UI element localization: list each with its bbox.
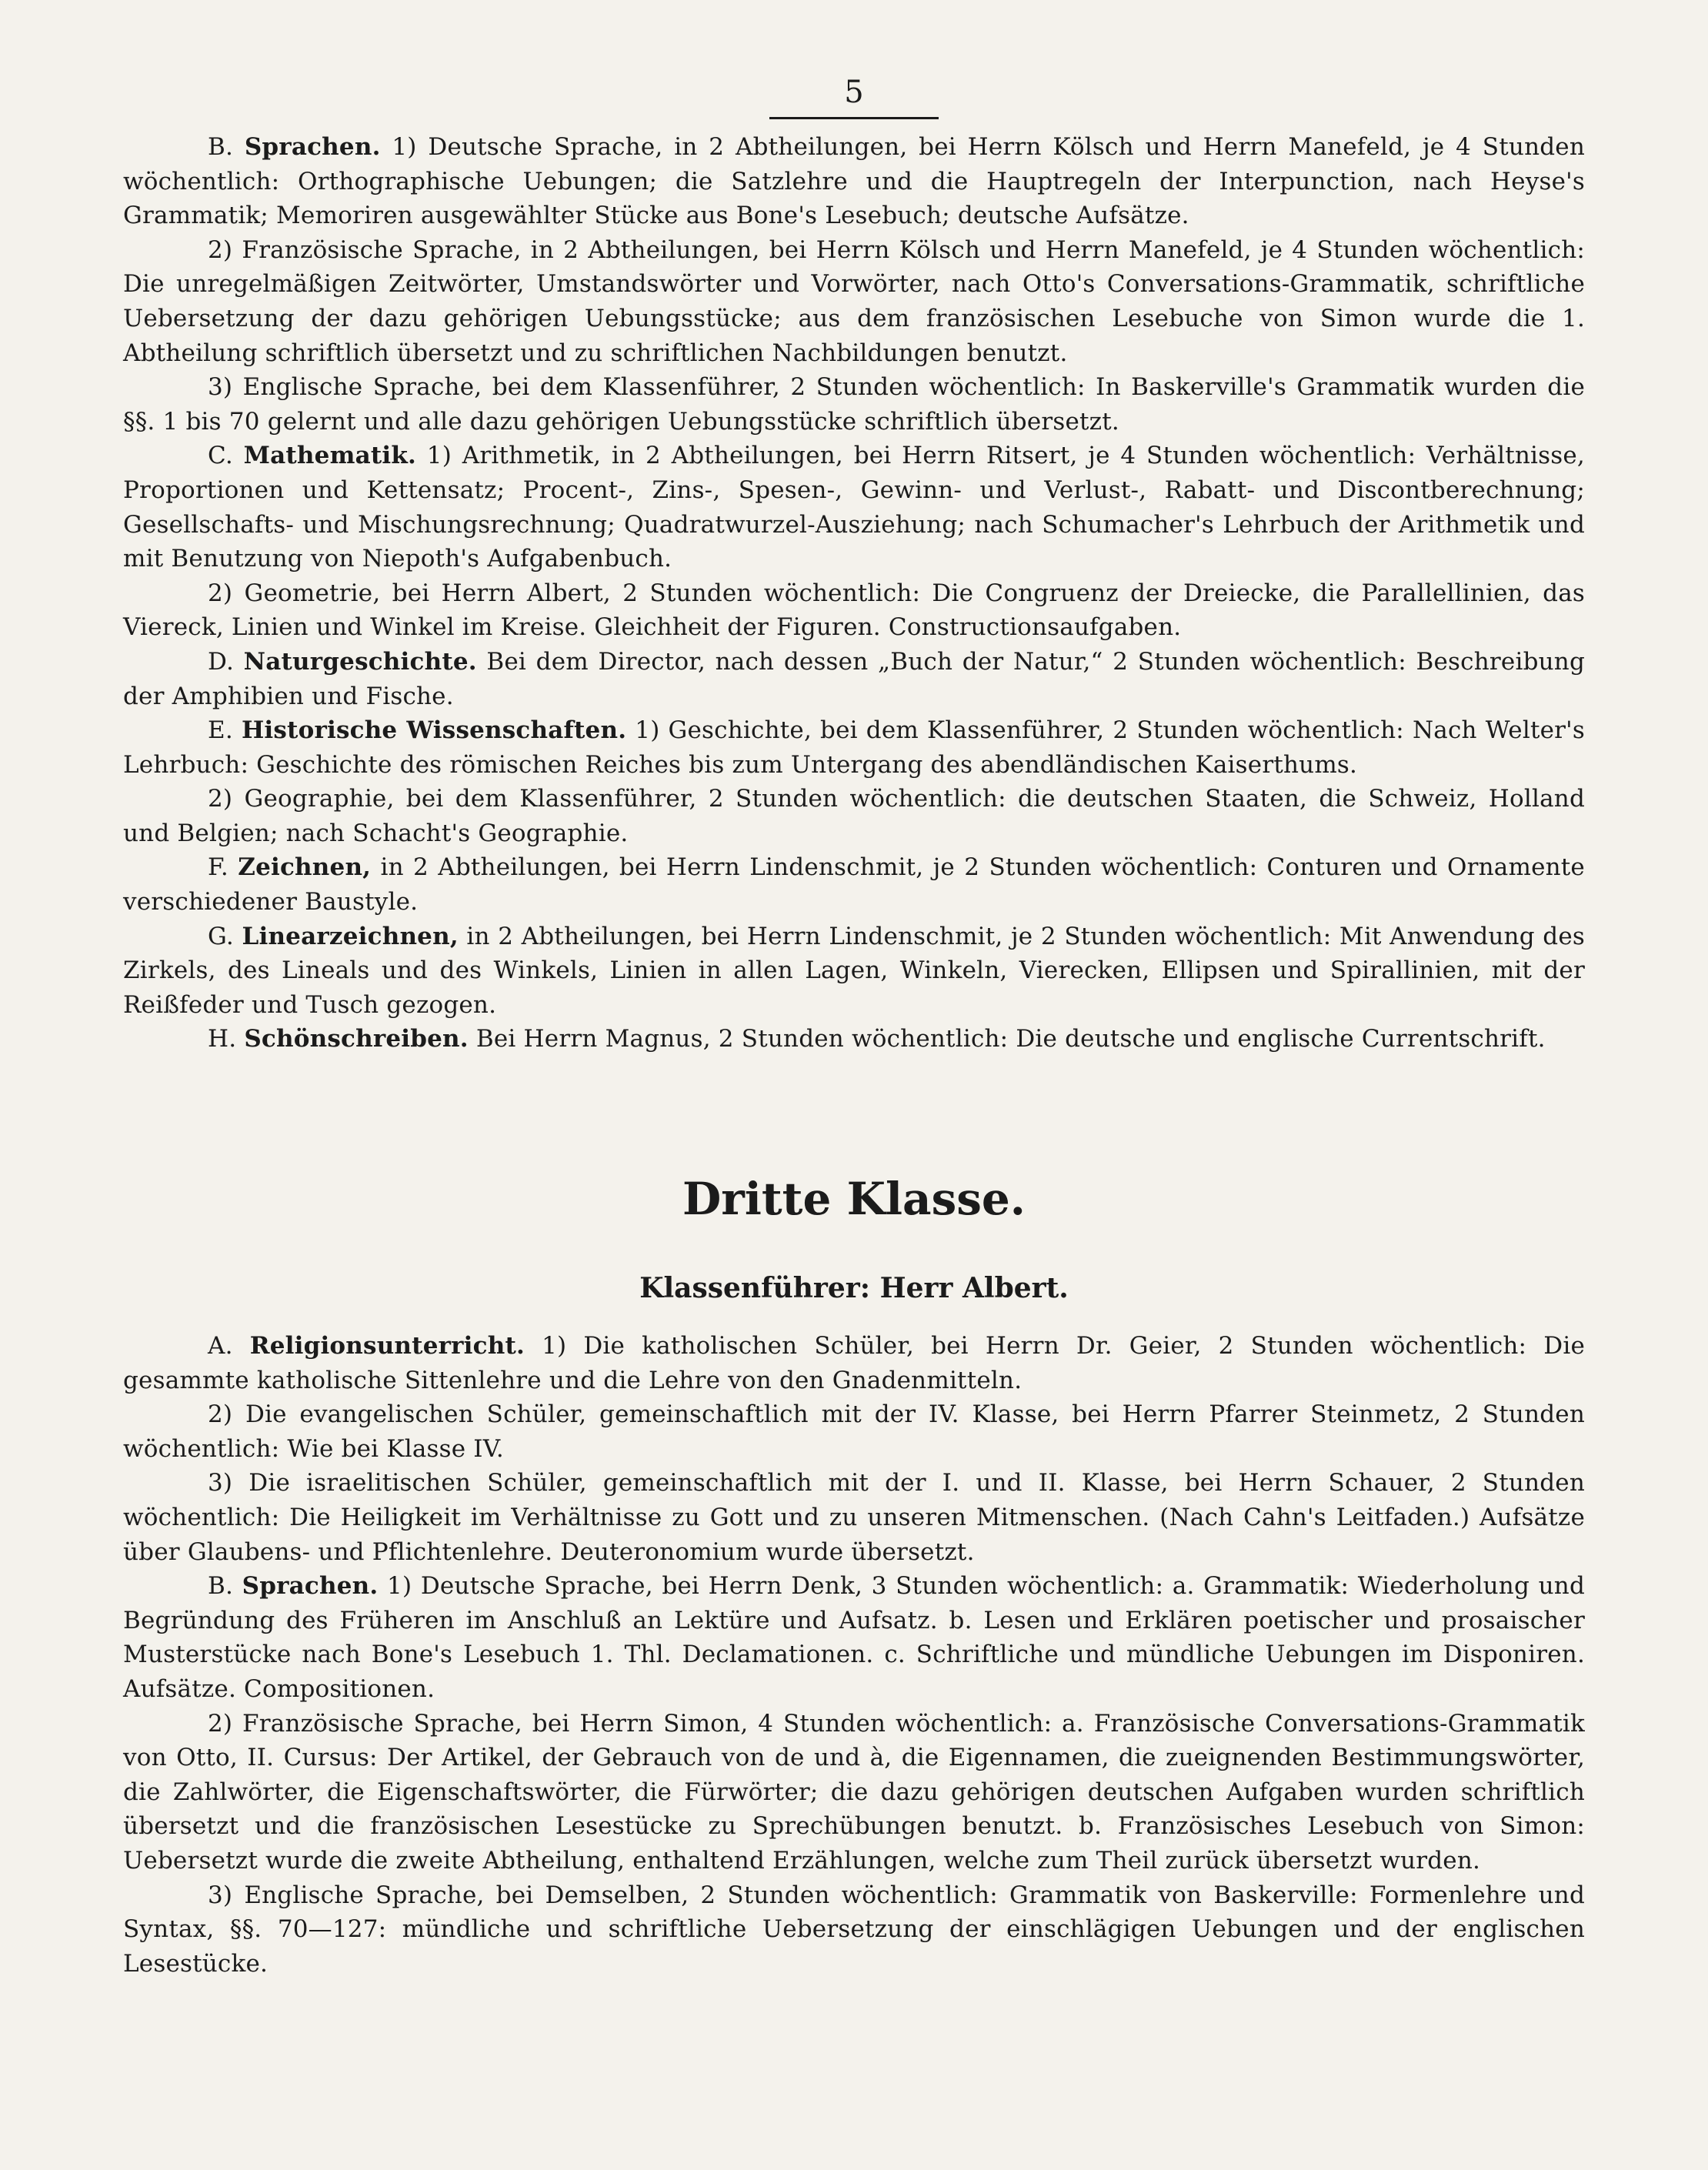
- paragraph-text: 1) Die katholischen Schüler, bei Herrn Dr. Geier, 2 Stunden wöchentlich: Die gesammte katholische Sittenlehre und die Lehre von den Gnadenmitteln.: [123, 1332, 1585, 1394]
- section-second-class-continued: [123, 130, 1585, 1057]
- paragraph-b2-french: 2) Französische Sprache, in 2 Abtheilungen, bei Herrn Kölsch und Herrn Manefeld, je 4 Stunden wöchentlich: Die unregelmäßigen Zeitwörter, Umstandswörter und Vorwörter, nach Otto's Conversations-Grammatik, schriftliche Uebersetzung der dazu gehörigen Uebungsstücke; aus dem französischen Lesebuche von Simon wurde die 1. Abtheilung schriftlich übersetzt und zu schriftlichen Nachbildungen benutzt.: [123, 235, 1585, 367]
- paragraph-g-linear-drawing: G. Linearzeichnen, in 2 Abtheilungen, bei Herrn Lindenschmit, je 2 Stunden wöchentlich: Mit Anwendung des Zirkels, des Lineals und des Winkels, Linien in allen Lagen, Winkeln, Vierecken, Ellipsen und Spirallinien, mit der Reißfeder und Tusch gezogen.: [123, 922, 1586, 1019]
- paragraph-text: Bei dem Director, nach dessen „Buch der Natur,“ 2 Stunden wöchentlich: Beschreibung der Amphibien und Fische.: [123, 647, 1585, 710]
- paragraph-text: 1) Arithmetik, in 2 Abtheilungen, bei Herrn Ritsert, je 4 Stunden wöchentlich: Verhältnisse, Proportionen und Kettensatz; Procent-, Zins-, Spesen-, Gewinn- und Verlust-, Rabatt- und Discontberechnung; Gesellschafts- und Mischungsrechnung; Quadratwurzel-Ausziehung; nach Schumacher's Lehrbuch der Arithmetik und mit Benutzung von Niepoth's Aufgabenbuch.: [123, 442, 1585, 573]
- paragraph-text: 1) Deutsche Sprache, bei Herrn Denk, 3 Stunden wöchentlich: a. Grammatik: Wiederholung und Begründung des Früheren im Anschluß an Lektüre und Aufsatz. b. Lesen und Erklären poetischer und prosaischer Musterstücke nach Bone's Lesebuch 1. Thl. Declamationen. c. Schriftliche und mündliche Uebungen im Disponiren. Aufsätze. Compositionen.: [123, 1572, 1585, 1703]
- page-number-rule: [769, 117, 939, 119]
- paragraph-b2-french: 2) Französische Sprache, bei Herrn Simon, 4 Stunden wöchentlich: a. Französische Conversations-Grammatik von Otto, II. Cursus: Der Artikel, der Gebrauch von de und à, die Eigennamen, die zueignenden Bestimmungswörter, die Zahlwörter, die Eigenschaftswörter, die Fürwörter; die dazu gehörigen deutschen Aufgaben wurden schriftlich übersetzt und die französischen Lesestücke zu Sprechübungen benutzt. b. Französisches Lesebuch von Simon: Uebersetzt wurde die zweite Abtheilung, enthaltend Erzählungen, welche zum Theil zurück übersetzt wurden.: [123, 1709, 1585, 1875]
- heading-languages: Sprachen.: [244, 133, 381, 161]
- paragraph-h-penmanship: H. Schönschreiben. Bei Herrn Magnus, 2 Stunden wöchentlich: Die deutsche und englische Currentschrift.: [208, 1025, 1546, 1053]
- paragraph-text: in 2 Abtheilungen, bei Herrn Lindenschmit, je 2 Stunden wöchentlich: Mit Anwendung des Zirkels, des Lineals und des Winkels, Linien in allen Lagen, Winkeln, Vierecken, Ellipsen und Spirallinien, mit der Reißfeder und Tusch gezogen.: [123, 922, 1586, 1019]
- paragraph-c2-geometry: 2) Geometrie, bei Herrn Albert, 2 Stunden wöchentlich: Die Congruenz der Dreiecke, die Parallellinien, das Viereck, Linien und Winkel im Kreise. Gleichheit der Figuren. Constructionsaufgaben.: [123, 579, 1585, 642]
- page-number: 5: [844, 75, 864, 110]
- third-class-heading: [123, 1172, 1585, 1307]
- paragraph-b-languages: B. Sprachen. 1) Deutsche Sprache, in 2 Abtheilungen, bei Herrn Kölsch und Herrn Manefeld, je 4 Stunden wöchentlich: Orthographische Uebungen; die Satzlehre und die Hauptregeln der Interpunction, nach Heyse's Grammatik; Memoriren ausgewählter Stücke aus Bone's Lesebuch; deutsche Aufsätze.: [123, 133, 1585, 230]
- heading-languages: Sprachen.: [242, 1572, 379, 1601]
- paragraph-d-natural-history: D. Naturgeschichte. Bei dem Director, nach dessen „Buch der Natur,“ 2 Stunden wöchentlich: Beschreibung der Amphibien und Fische.: [123, 647, 1585, 710]
- paragraph-c-mathematics: C. Mathematik. 1) Arithmetik, in 2 Abtheilungen, bei Herrn Ritsert, je 4 Stunden wöchentlich: Verhältnisse, Proportionen und Kettensatz; Procent-, Zins-, Spesen-, Gewinn- und Verlust-, Rabatt- und Discontberechnung; Gesellschafts- und Mischungsrechnung; Quadratwurzel-Ausziehung; nach Schumacher's Lehrbuch der Arithmetik und mit Benutzung von Niepoth's Aufgabenbuch.: [123, 442, 1585, 573]
- paragraph-b3-english: 3) Englische Sprache, bei Demselben, 2 Stunden wöchentlich: Grammatik von Baskerville: Formenlehre und Syntax, §§. 70—127: mündliche und schriftliche Uebersetzung der einschlägigen Uebungen und der englischen Lesestücke.: [123, 1881, 1585, 1978]
- section-third-class: [123, 1329, 1585, 1981]
- heading-historical-sciences: Historische Wissenschaften.: [241, 716, 627, 745]
- paragraph-text: 1) Geschichte, bei dem Klassenführer, 2 Stunden wöchentlich: Nach Welter's Lehrbuch: Geschichte des römischen Reiches bis zum Untergang des abendländischen Kaiserthums.: [123, 716, 1585, 779]
- paragraph-e2-geography: 2) Geographie, bei dem Klassenführer, 2 Stunden wöchentlich: die deutschen Staaten, die Schweiz, Holland und Belgien; nach Schacht's Geographie.: [123, 785, 1585, 847]
- paragraph-a2-protestant: 2) Die evangelischen Schüler, gemeinschaftlich mit der IV. Klasse, bei Herrn Pfarrer Steinmetz, 2 Stunden wöchentlich: Wie bei Klasse IV.: [123, 1400, 1585, 1463]
- paragraph-f-drawing: F. Zeichnen, in 2 Abtheilungen, bei Herrn Lindenschmit, je 2 Stunden wöchentlich: Conturen und Ornamente verschiedener Baustyle.: [123, 853, 1585, 916]
- paragraph-a3-jewish: 3) Die israelitischen Schüler, gemeinschaftlich mit der I. und II. Klasse, bei Herrn Schauer, 2 Stunden wöchentlich: Die Heiligkeit im Verhältnisse zu Gott und zu unseren Mitmenschen. (Nach Cahn's Leitfaden.) Aufsätze über Glaubens- und Pflichtenlehre. Deuteronomium wurde übersetzt.: [123, 1469, 1585, 1566]
- heading-mathematics: Mathematik.: [243, 442, 417, 470]
- page: [123, 69, 1585, 1981]
- paragraph-text: in 2 Abtheilungen, bei Herrn Lindenschmit, je 2 Stunden wöchentlich: Conturen und Ornamente verschiedener Baustyle.: [123, 853, 1585, 916]
- heading-natural-history: Naturgeschichte.: [243, 647, 477, 676]
- class-leader: Klassenführer: Herr Albert.: [639, 1272, 1069, 1305]
- paragraph-b3-english: 3) Englische Sprache, bei dem Klassenführer, 2 Stunden wöchentlich: In Baskerville's Grammatik wurden die §§. 1 bis 70 gelernt und alle dazu gehörigen Uebungsstücke schriftlich übersetzt.: [123, 373, 1585, 436]
- heading-drawing: Zeichnen,: [238, 853, 372, 882]
- paragraph-e-historical-sciences: E. Historische Wissenschaften. 1) Geschichte, bei dem Klassenführer, 2 Stunden wöchentlich: Nach Welter's Lehrbuch: Geschichte des römischen Reiches bis zum Untergang des abendländischen Kaiserthums.: [123, 716, 1585, 779]
- heading-linear-drawing: Linearzeichnen,: [242, 922, 459, 950]
- heading-penmanship: Schönschreiben.: [244, 1025, 469, 1053]
- heading-religion: Religionsunterricht.: [249, 1332, 525, 1360]
- paragraph-b-languages: B. Sprachen. 1) Deutsche Sprache, bei Herrn Denk, 3 Stunden wöchentlich: a. Grammatik: Wiederholung und Begründung des Früheren im Anschluß an Lektüre und Aufsatz. b. Lesen und Erklären poetischer und prosaischer Musterstücke nach Bone's Lesebuch 1. Thl. Declamationen. c. Schriftliche und mündliche Uebungen im Disponiren. Aufsätze. Compositionen.: [123, 1572, 1585, 1703]
- class-title: Dritte Klasse.: [682, 1173, 1026, 1226]
- paragraph-text: 1) Deutsche Sprache, in 2 Abtheilungen, bei Herrn Kölsch und Herrn Manefeld, je 4 Stunden wöchentlich: Orthographische Uebungen; die Satzlehre und die Hauptregeln der Interpunction, nach Heyse's Grammatik; Memoriren ausgewählter Stücke aus Bone's Lesebuch; deutsche Aufsätze.: [123, 133, 1585, 230]
- paragraph-text: Bei Herrn Magnus, 2 Stunden wöchentlich: Die deutsche und englische Currentschrift.: [475, 1025, 1546, 1053]
- paragraph-a-religion: A. Religionsunterricht. 1) Die katholischen Schüler, bei Herrn Dr. Geier, 2 Stunden wöchentlich: Die gesammte katholische Sittenlehre und die Lehre von den Gnadenmitteln.: [123, 1332, 1585, 1394]
